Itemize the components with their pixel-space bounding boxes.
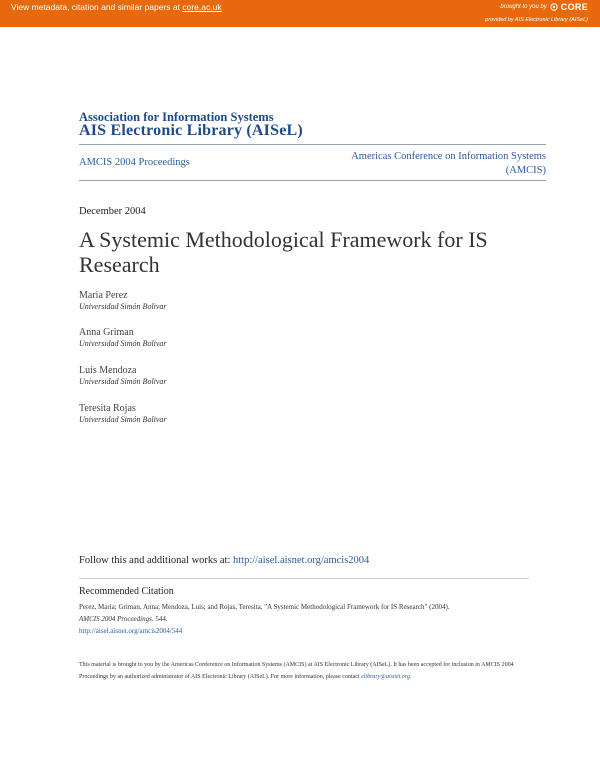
citation-source: AMCIS 2004 Proceedings	[79, 615, 152, 623]
author-entry	[79, 290, 167, 311]
conference-link[interactable]	[286, 150, 546, 178]
conference-line-2: (AMCIS)	[505, 165, 546, 176]
author-name[interactable]: Maria Perez	[79, 290, 128, 301]
provided-by-label: provided by AIS Electronic Library (AISeL)	[485, 17, 588, 23]
paper-date: December 2004	[79, 206, 146, 217]
author-name[interactable]: Anna Griman	[79, 327, 134, 338]
core-link[interactable]: core.ac.uk	[182, 2, 222, 12]
contact-email-link[interactable]: elibrary@aisnet.org	[361, 674, 410, 680]
library-name[interactable]: AIS Electronic Library (AISeL)	[79, 122, 303, 139]
author-name[interactable]: Teresita Rojas	[79, 403, 136, 414]
author-entry	[79, 327, 167, 348]
rights-notice	[79, 659, 529, 683]
paper-title: A Systemic Methodological Framework for IS Research	[79, 227, 488, 277]
notice-text: This material is brought to you by the Americas Conference on Information Systems (AMCIS) at AIS Electronic Library (AISeL). It has been accepted for inclusion in AMCIS 2004 Proceedings by an authorized administrator of AIS Electronic Library (AISeL). For more information, please contact	[79, 662, 514, 680]
citation-divider	[79, 578, 529, 579]
recommended-citation-heading: Recommended Citation	[79, 586, 174, 597]
follow-line	[79, 555, 369, 566]
author-entry	[79, 403, 167, 424]
brought-by-label: brought to you by	[500, 4, 547, 10]
core-logo[interactable]: CORE	[560, 2, 588, 12]
author-name[interactable]: Luis Mendoza	[79, 365, 137, 376]
core-metadata-text	[11, 2, 222, 12]
core-icon	[550, 3, 558, 11]
core-banner	[0, 0, 600, 16]
proceedings-link[interactable]: AMCIS 2004 Proceedings	[79, 157, 190, 168]
author-affiliation: Universidad Simón Bolivar	[79, 302, 167, 311]
follow-link[interactable]: http://aisel.aisnet.org/amcis2004	[233, 555, 370, 566]
citation-text: Perez, Maria; Griman, Anna; Mendoza, Luis; and Rojas, Teresita, "A Systemic Methodological Framework for IS Research" (2004).	[79, 603, 450, 611]
citation-link[interactable]: http://aisel.aisnet.org/amcis2004/544	[79, 627, 183, 635]
citation-number: . 544.	[151, 615, 168, 623]
header-top-rule	[79, 144, 546, 145]
header-bottom-rule	[79, 180, 546, 181]
recommended-citation-body	[79, 601, 529, 637]
author-affiliation: Universidad Simón Bolivar	[79, 377, 167, 386]
citation-source-line	[79, 613, 529, 625]
author-affiliation: Universidad Simón Bolivar	[79, 415, 167, 424]
follow-label: Follow this and additional works at:	[79, 555, 233, 566]
org-name[interactable]: Association for Information Systems	[79, 110, 274, 124]
conference-line-1: Americas Conference on Information Systems	[351, 151, 546, 162]
author-affiliation: Universidad Simón Bolivar	[79, 339, 167, 348]
notice-end: .	[409, 674, 412, 680]
author-entry	[79, 365, 167, 386]
provider-bar	[0, 16, 600, 27]
core-metadata-label: View metadata, citation and similar papers at	[11, 2, 183, 12]
core-brought-by	[500, 2, 588, 12]
